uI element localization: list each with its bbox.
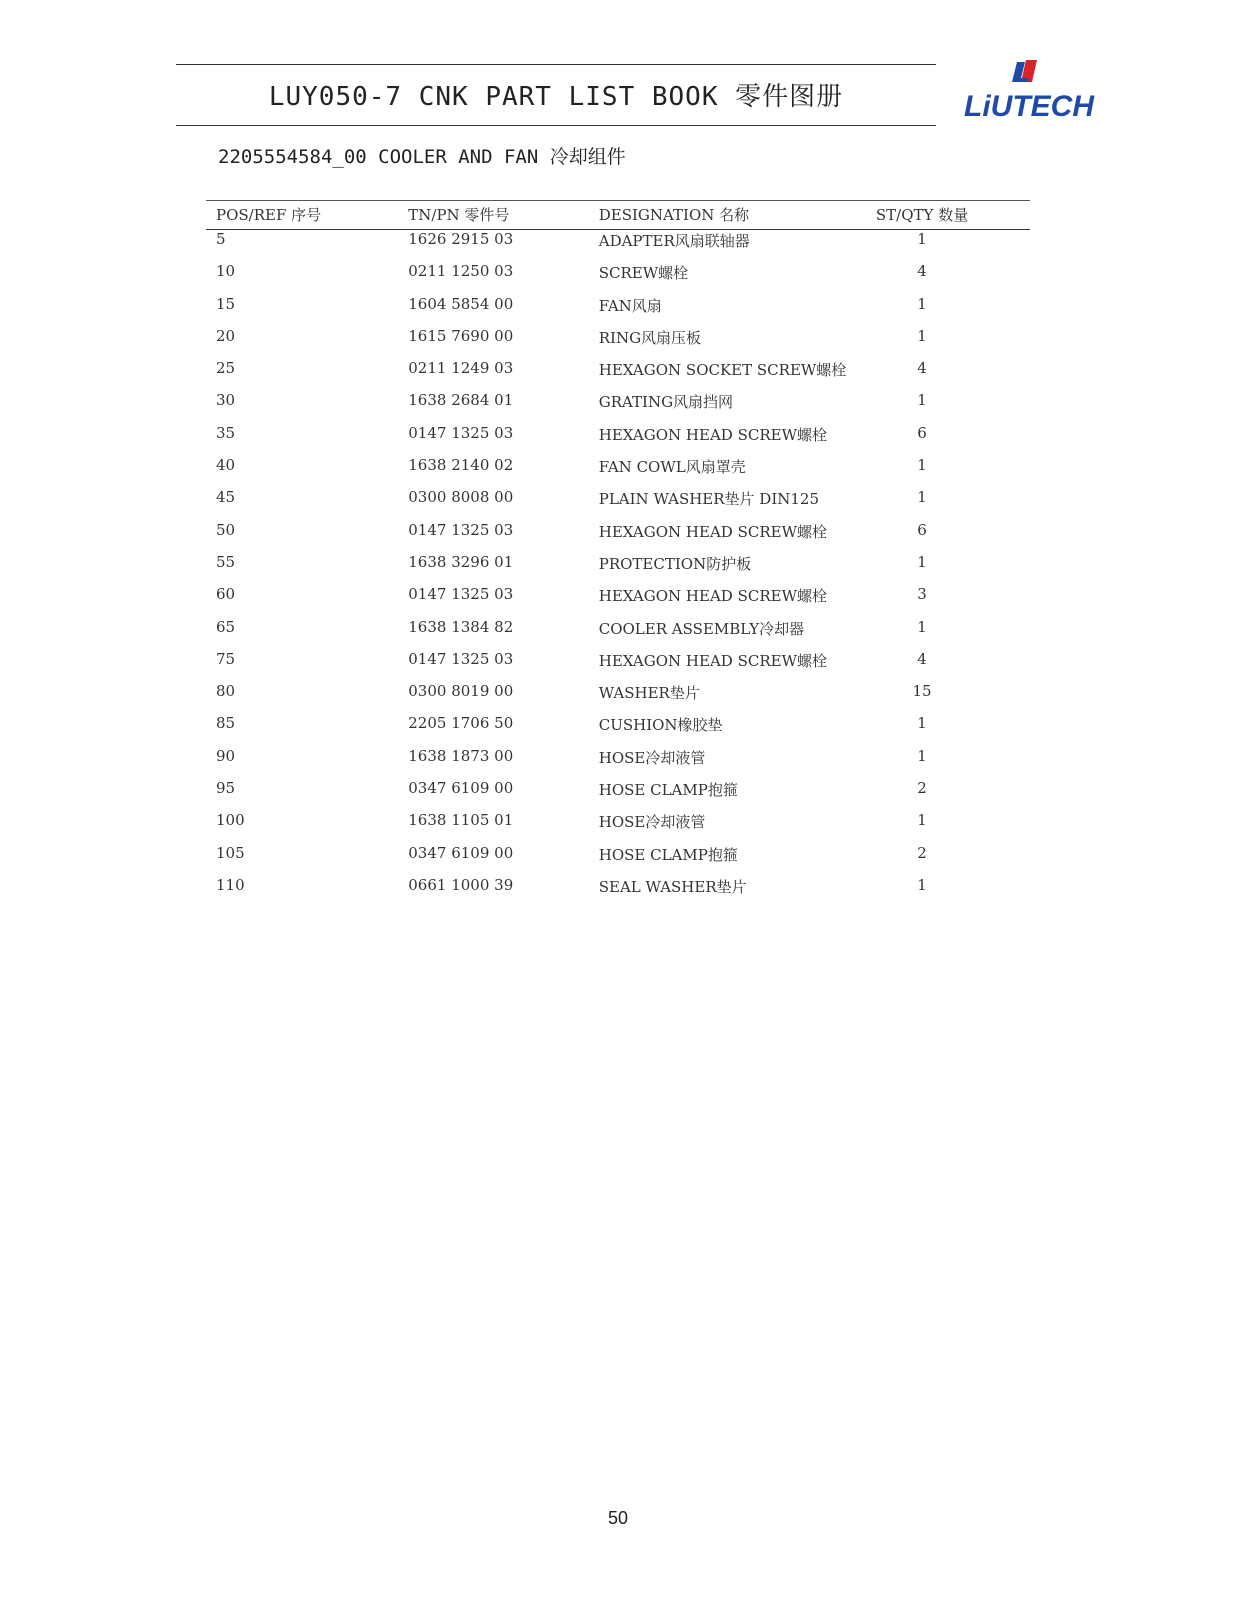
table-row (206, 553, 1030, 585)
table-row (206, 650, 1030, 682)
table-row (206, 295, 1030, 327)
cell-part-number: 1615 7690 00 (408, 326, 514, 345)
cell-pos: 85 (216, 714, 236, 733)
table-row (206, 714, 1030, 746)
cell-qty: 1 (917, 391, 927, 410)
table-row (206, 779, 1030, 811)
cell-designation: WASHER垫片 (598, 684, 700, 703)
column-header-designation: DESIGNATION 名称 (599, 201, 854, 230)
section-title: 2205554584_00 COOLER AND FAN 冷却组件 (218, 146, 626, 168)
liutech-logo (957, 58, 1102, 122)
cell-pos: 75 (216, 649, 236, 668)
cell-qty: 1 (917, 746, 927, 765)
cell-designation: HOSE冷却液管 (598, 748, 706, 767)
cell-part-number: 0300 8008 00 (408, 488, 514, 507)
table-row (206, 876, 1030, 908)
table-row (206, 391, 1030, 423)
column-header-part-number: TN/PN 零件号 (408, 201, 598, 230)
cell-qty: 1 (917, 326, 927, 345)
column-header-pos: POS/REF 序号 (206, 201, 408, 230)
parts-table (206, 200, 1030, 908)
cell-designation: HOSE CLAMP抱箍 (598, 781, 738, 800)
cell-designation: FAN风扇 (598, 296, 662, 315)
table-body (206, 230, 1030, 909)
cell-designation: HOSE CLAMP抱箍 (598, 845, 738, 864)
cell-designation: HEXAGON HEAD SCREW螺栓 (598, 522, 827, 541)
cell-pos: 55 (216, 552, 236, 571)
cell-pos: 80 (216, 682, 236, 701)
cell-qty: 4 (917, 649, 927, 668)
cell-designation: PROTECTION防护板 (598, 554, 752, 573)
table-row (206, 424, 1030, 456)
cell-pos: 65 (216, 617, 236, 636)
cell-part-number: 1626 2915 03 (408, 230, 514, 248)
cell-part-number: 0347 6109 00 (408, 779, 514, 798)
cell-qty: 3 (917, 585, 927, 604)
table-row (206, 682, 1030, 714)
cell-qty: 4 (917, 359, 927, 378)
cell-part-number: 1638 1384 82 (408, 617, 514, 636)
table-row (206, 747, 1030, 779)
cell-part-number: 1638 1105 01 (408, 811, 514, 830)
cell-part-number: 1638 2684 01 (408, 391, 514, 410)
column-header-qty: ST/QTY 数量 (854, 201, 1030, 230)
cell-qty: 4 (917, 262, 927, 281)
cell-designation: SCREW螺栓 (598, 264, 689, 283)
table-row (206, 230, 1030, 263)
cell-part-number: 0211 1249 03 (408, 359, 514, 378)
cell-qty: 15 (912, 682, 932, 701)
cell-designation: RING风扇压板 (598, 328, 702, 347)
cell-qty: 6 (917, 520, 927, 539)
cell-pos: 15 (216, 294, 236, 313)
cell-pos: 100 (216, 811, 245, 830)
cell-qty: 1 (917, 488, 927, 507)
cell-qty: 1 (917, 456, 927, 475)
cell-part-number: 0347 6109 00 (408, 843, 514, 862)
table-row (206, 521, 1030, 553)
cell-pos: 30 (216, 391, 236, 410)
cell-part-number: 0300 8019 00 (408, 682, 514, 701)
cell-qty: 2 (917, 843, 927, 862)
cell-part-number: 0147 1325 03 (408, 423, 514, 442)
cell-designation: COOLER ASSEMBLY冷却器 (598, 619, 805, 638)
cell-qty: 1 (917, 230, 927, 248)
cell-pos: 5 (216, 230, 226, 248)
cell-designation: HEXAGON HEAD SCREW螺栓 (598, 425, 827, 444)
cell-designation: ADAPTER风扇联轴器 (598, 232, 750, 250)
cell-part-number: 1638 3296 01 (408, 552, 514, 571)
cell-part-number: 0661 1000 39 (408, 875, 514, 894)
table-row (206, 618, 1030, 650)
cell-designation: SEAL WASHER垫片 (598, 877, 747, 896)
cell-part-number: 0147 1325 03 (408, 520, 514, 539)
logo-text: LiUTECH (964, 90, 1094, 122)
table-row (206, 585, 1030, 617)
cell-part-number: 1638 2140 02 (408, 456, 514, 475)
header-top-rule (176, 64, 936, 65)
table-row (206, 844, 1030, 876)
table-header-row (206, 201, 1030, 230)
page-number: 50 (607, 1508, 629, 1528)
cell-qty: 2 (917, 779, 927, 798)
cell-pos: 10 (216, 262, 236, 281)
table-row (206, 811, 1030, 843)
cell-part-number: 0147 1325 03 (408, 649, 514, 668)
cell-pos: 25 (216, 359, 236, 378)
cell-pos: 95 (216, 779, 236, 798)
cell-designation: HEXAGON SOCKET SCREW螺栓 (598, 361, 847, 380)
table-row (206, 488, 1030, 520)
cell-pos: 90 (216, 746, 236, 765)
cell-qty: 1 (917, 714, 927, 733)
cell-part-number: 1638 1873 00 (408, 746, 514, 765)
logo-mark (1012, 60, 1037, 82)
cell-pos: 105 (216, 843, 245, 862)
cell-part-number: 0211 1250 03 (408, 262, 514, 281)
header-bottom-rule (176, 125, 936, 126)
cell-designation: CUSHION橡胶垫 (598, 716, 723, 735)
cell-qty: 1 (917, 294, 927, 313)
cell-designation: GRATING风扇挡网 (598, 393, 734, 412)
cell-pos: 20 (216, 326, 236, 345)
cell-designation: HEXAGON HEAD SCREW螺栓 (598, 651, 827, 670)
cell-designation: HOSE冷却液管 (598, 813, 706, 832)
cell-pos: 45 (216, 488, 236, 507)
cell-qty: 1 (917, 617, 927, 636)
cell-designation: HEXAGON HEAD SCREW螺栓 (598, 587, 827, 606)
table-row (206, 262, 1030, 294)
cell-qty: 1 (917, 552, 927, 571)
cell-qty: 6 (917, 423, 927, 442)
cell-pos: 50 (216, 520, 236, 539)
cell-part-number: 0147 1325 03 (408, 585, 514, 604)
table-row (206, 359, 1030, 391)
cell-qty: 1 (917, 811, 927, 830)
cell-pos: 35 (216, 423, 236, 442)
table-row (206, 456, 1030, 488)
cell-part-number: 1604 5854 00 (408, 294, 514, 313)
cell-designation: PLAIN WASHER垫片 DIN125 (598, 490, 820, 509)
cell-qty: 1 (917, 875, 927, 894)
table-row (206, 327, 1030, 359)
cell-pos: 40 (216, 456, 236, 475)
page-title: LUY050-7 CNK PART LIST BOOK 零件图册 (268, 82, 844, 112)
cell-pos: 60 (216, 585, 236, 604)
cell-designation: FAN COWL风扇罩壳 (598, 458, 746, 477)
cell-part-number: 2205 1706 50 (408, 714, 514, 733)
cell-pos: 110 (216, 875, 245, 894)
